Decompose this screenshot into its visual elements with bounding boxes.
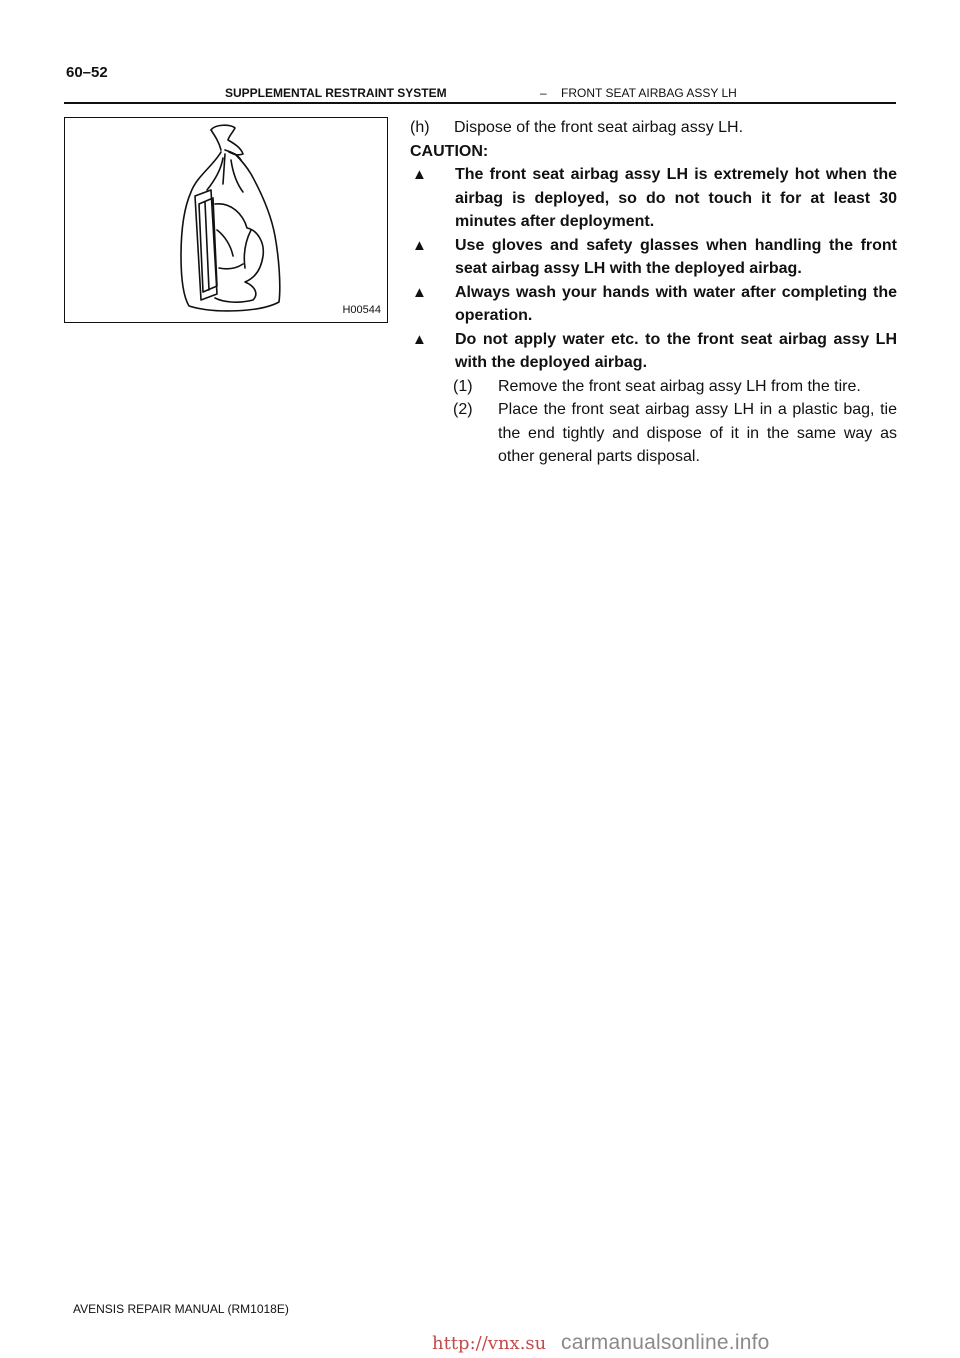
caution-text: Use gloves and safety glasses when handling the front seat airbag assy LH with the deployed airbag. xyxy=(455,236,897,277)
figure-id: H00544 xyxy=(342,304,381,316)
warning-triangle-icon: ▲ xyxy=(412,236,427,254)
manual-footer: AVENSIS REPAIR MANUAL (RM1018E) xyxy=(73,1302,289,1316)
caution-item xyxy=(410,328,897,375)
header-separator: – xyxy=(540,86,547,100)
step-h xyxy=(410,116,897,140)
substep-1 xyxy=(453,375,897,399)
vnx-watermark-link[interactable]: http://vnx.su xyxy=(432,1333,547,1354)
section-title: SUPPLEMENTAL RESTRAINT SYSTEM xyxy=(225,86,447,100)
substep-number: (1) xyxy=(453,377,473,395)
substep-text: Remove the front seat airbag assy LH from the tire. xyxy=(498,377,861,395)
procedure-text xyxy=(410,116,897,469)
page-number: 60–52 xyxy=(66,64,108,81)
caution-item xyxy=(410,281,897,328)
step-text: Dispose of the front seat airbag assy LH. xyxy=(454,119,744,136)
warning-triangle-icon: ▲ xyxy=(412,166,427,183)
caution-text: The front seat airbag assy LH is extremely hot when the airbag is deployed, so do not touch it for at least 30 minutes after deployment. xyxy=(455,166,897,230)
caution-text: Always wash your hands with water after completing the operation. xyxy=(455,283,897,324)
carmanuals-watermark: carmanualsonline.info xyxy=(561,1331,770,1354)
caution-item xyxy=(410,163,897,234)
caution-item xyxy=(410,234,897,281)
page-header xyxy=(64,84,896,104)
warning-triangle-icon: ▲ xyxy=(412,283,427,301)
caution-text: Do not apply water etc. to the front seat airbag assy LH with the deployed airbag. xyxy=(455,330,897,371)
substep-number: (2) xyxy=(453,401,473,418)
plastic-bag-drawing xyxy=(65,118,389,324)
substep-text: Place the front seat airbag assy LH in a plastic bag, tie the end tightly and dispose of it in the same way as other general parts disposal. xyxy=(498,401,897,465)
substep-2 xyxy=(453,398,897,469)
step-number: (h) xyxy=(410,119,430,136)
subsection-title: FRONT SEAT AIRBAG ASSY LH xyxy=(561,86,737,100)
caution-label: CAUTION: xyxy=(410,142,489,160)
airbag-bag-illustration xyxy=(64,117,388,323)
warning-triangle-icon: ▲ xyxy=(412,330,427,348)
